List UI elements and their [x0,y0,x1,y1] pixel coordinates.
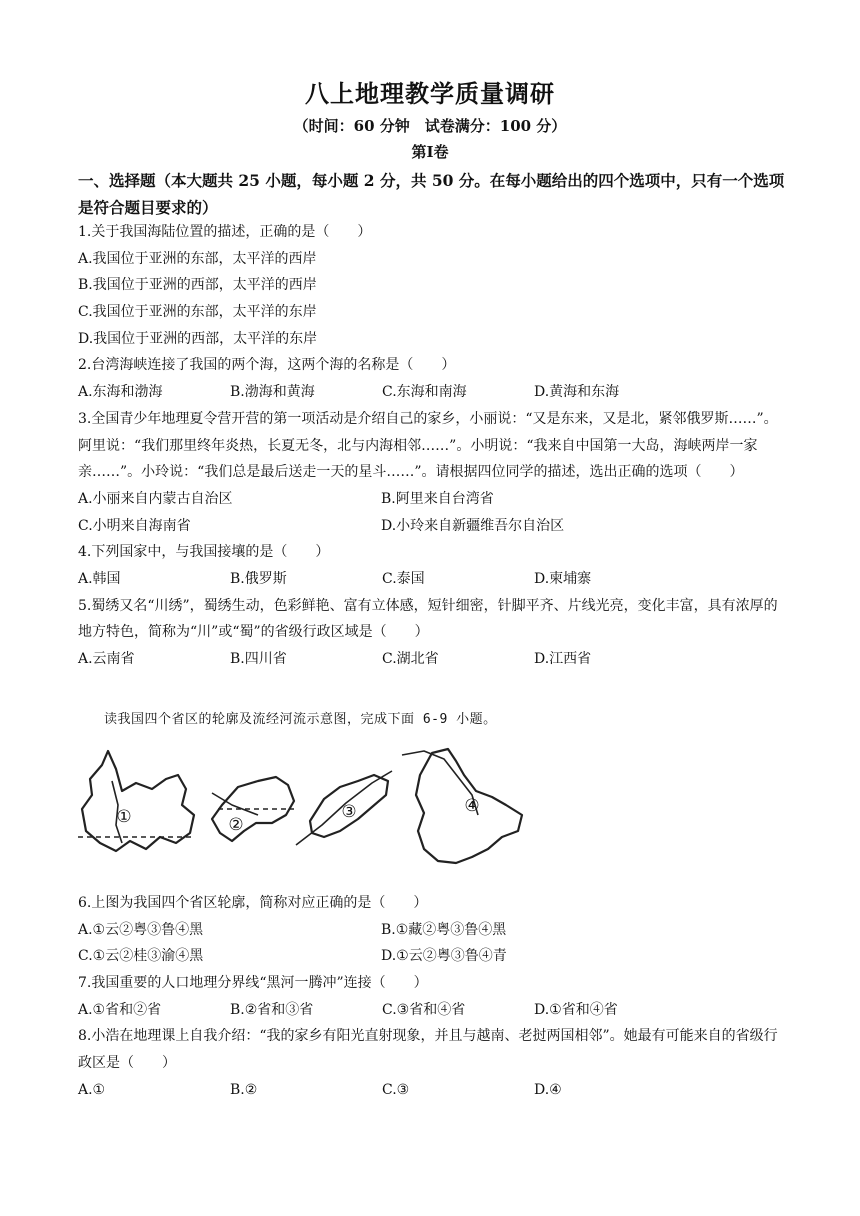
map-label-4: ④ [464,796,480,816]
question-8-options [78,1077,790,1104]
section-heading: 一、选择题（本大题共 25 小题，每小题 2 分，共 50 分。在每小题给出的四个选项中，只有一个选项是符合题目要求的） [78,171,785,217]
question-3-options-ab [78,486,790,513]
province-outline-maps [72,745,542,870]
question-6-options-cd [78,943,790,970]
question-8-option-c: C.③ [382,1081,410,1098]
volume-label: 第Ⅰ卷 [411,143,449,161]
question-4-stem: 4.下列国家中，与我国接壤的是（ ） [78,544,330,561]
question-8-option-b: B.② [230,1081,258,1098]
question-2-stem: 2.台湾海峡连接了我国的两个海，这两个海的名称是（ ） [78,357,456,374]
question-5-options [78,646,790,673]
question-8-option-a: A.① [78,1081,106,1098]
question-3-options-cd [78,513,790,540]
question-5-option-a: A.云南省 [78,651,135,668]
question-2-option-a: A.东海和渤海 [78,384,163,401]
question-6-options-ab [78,917,790,944]
map-label-2: ② [228,815,244,835]
map-label-1: ① [116,807,132,827]
question-1-option-b: B.我国位于亚洲的西部，太平洋的西岸 [78,277,317,294]
question-2-option-c: C.东海和南海 [382,384,467,401]
questions-6-8 [78,890,790,1104]
question-5-option-d: D.江西省 [534,651,592,668]
question-8-stem: 8.小浩在地理课上自我介绍：“我的家乡有阳光直射现象，并且与越南、老挝两国相邻”。她最有可能来自的省级行政区是（ ） [78,1028,778,1072]
map-label-3: ③ [341,802,357,822]
question-4-option-d: D.柬埔寨 [534,570,592,587]
question-5-option-c: C.湖北省 [382,651,439,668]
province-outline-1 [82,751,194,851]
question-6-option-d: D.①云②粤③鲁④青 [381,948,507,965]
question-3-stem: 3.全国青少年地理夏令营开营的第一项活动是介绍自己的家乡，小丽说：“又是东来，又是北，紧邻俄罗斯……”。阿里说：“我们那里终年炎热，长夏无冬，北与内海相邻……”。小明说：“我来自中国第一大岛，海峡两岸一家亲……”。小玲说：“我们总是最后送走一天的星斗……”。请根据四位同学的描述，选出正确的选项（ ） [78,410,778,481]
question-7-option-c: C.③省和④省 [382,1001,466,1018]
question-5-option-b: B.四川省 [230,651,287,668]
question-4-option-b: B.俄罗斯 [230,570,287,587]
question-4-option-c: C.泰国 [382,570,425,587]
question-1-stem: 1.关于我国海陆位置的描述，正确的是（ ） [78,224,372,240]
question-7-option-d: D.①省和④省 [534,1001,618,1018]
question-3-option-d: D.小玲来自新疆维吾尔自治区 [381,517,565,534]
question-5-stem: 5.蜀绣又名“川绣”，蜀绣生动，色彩鲜艳、富有立体感，短针细密，针脚平齐、片线光亮，变化丰富，具有浓厚的地方特色，简称为“川”或“蜀”的省级行政区域是（ ） [78,597,778,641]
question-7-options [78,997,790,1024]
question-7-option-a: A.①省和②省 [78,1001,162,1018]
question-7-option-b: B.②省和③省 [230,1001,314,1018]
question-6-option-a: A.①云②粤③鲁④黑 [78,921,204,938]
question-6-option-c: C.①云②桂③渝④黑 [78,948,204,965]
question-3-option-b: B.阿里来自台湾省 [381,490,494,507]
questions-1-5 [78,219,790,673]
question-1-option-d: D.我国位于亚洲的西部，太平洋的东岸 [78,330,318,347]
river-2 [212,793,258,815]
page-title: 八上地理教学质量调研 [305,79,555,108]
question-2-option-d: D.黄海和东海 [534,384,620,401]
question-3-option-c: C.小明来自海南省 [78,517,191,534]
question-2-option-b: B.渤海和黄海 [230,384,315,401]
exam-info: （时间：60 分钟 试卷满分：100 分） [293,117,567,135]
question-6-stem: 6.上图为我国四个省区轮廓，简称对应正确的是（ ） [78,895,428,911]
question-4-option-a: A.韩国 [78,570,121,587]
question-2-options [78,379,790,406]
map-instruction: 读我国四个省区的轮廓及流经河流示意图，完成下面 6-9 小题。 [104,712,497,727]
question-3-option-a: A.小丽来自内蒙古自治区 [78,490,233,507]
question-8-option-d: D.④ [534,1081,562,1098]
question-1-option-c: C.我国位于亚洲的东部，太平洋的东岸 [78,304,317,321]
question-4-options [78,566,790,593]
question-6-option-b: B.①藏②粤③鲁④黑 [381,921,507,938]
question-7-stem: 7.我国重要的人口地理分界线“黑河一腾冲”连接（ ） [78,975,428,992]
question-1-option-a: A.我国位于亚洲的东部，太平洋的西岸 [78,250,317,267]
